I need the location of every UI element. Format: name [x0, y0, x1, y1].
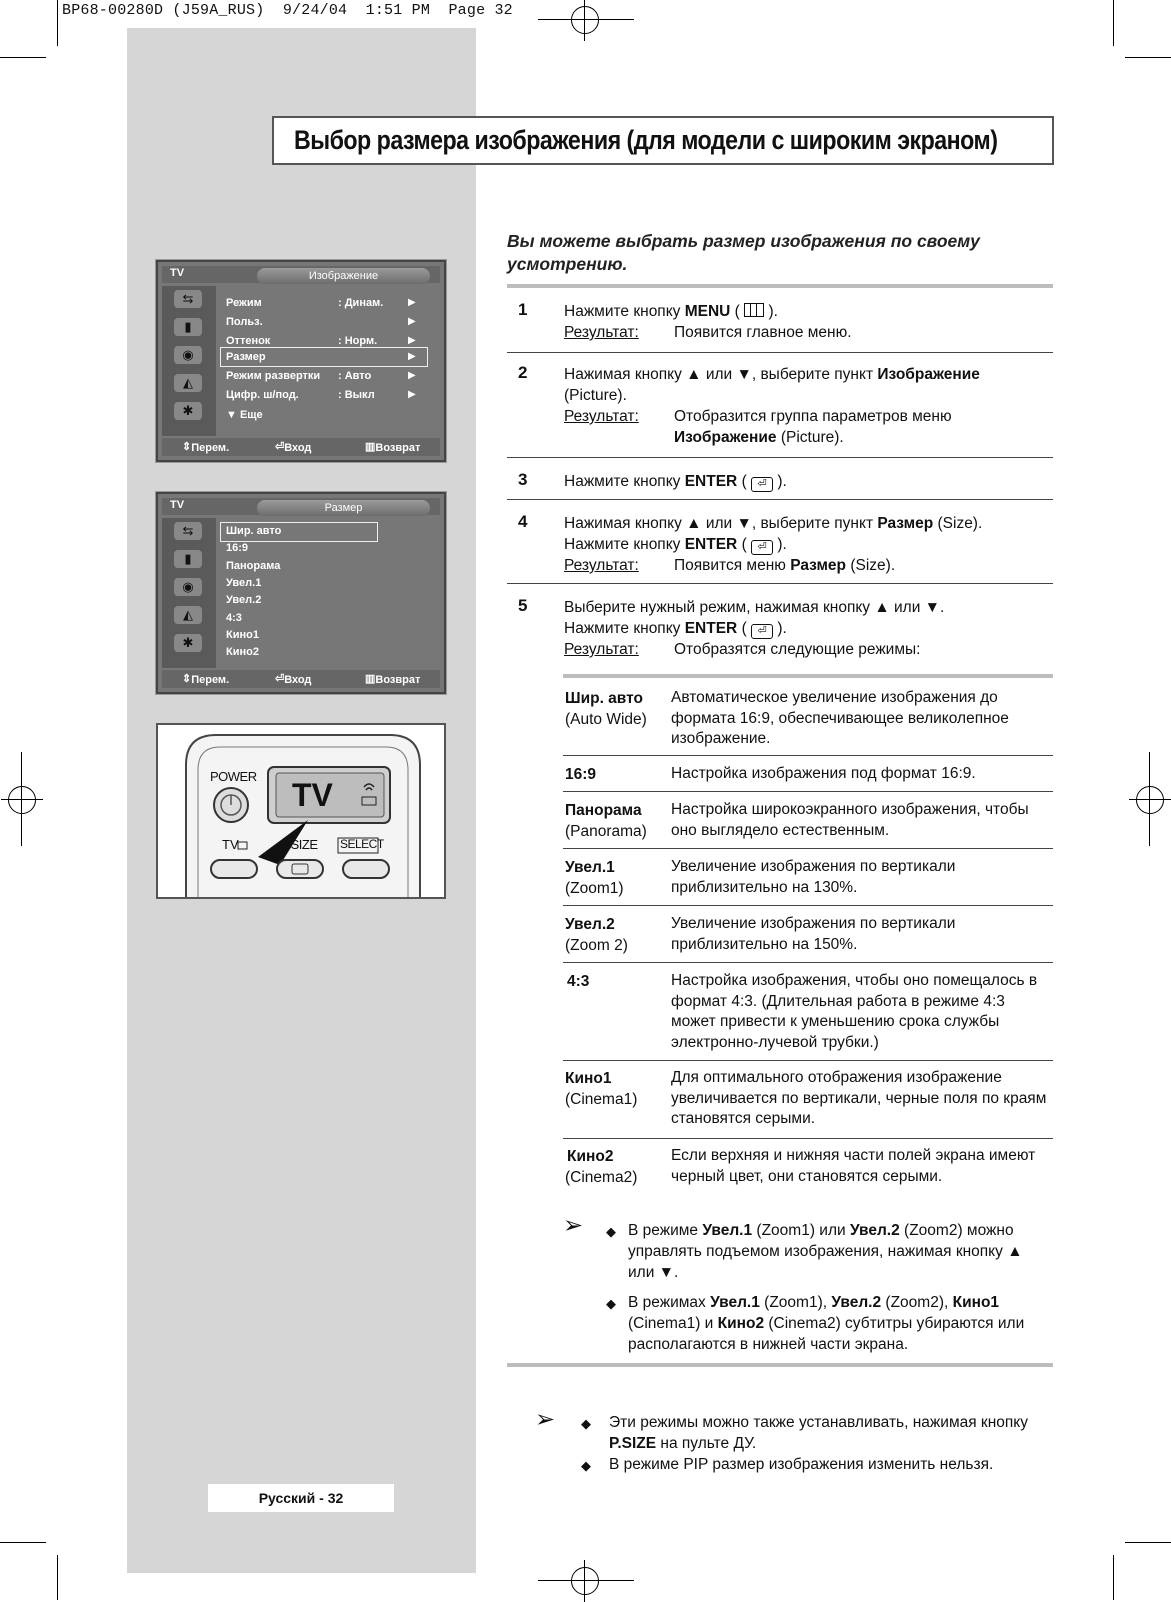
- crop-mark: [1125, 57, 1171, 58]
- step-number: 4: [518, 512, 528, 531]
- picture-icon: ▮: [174, 550, 202, 568]
- note-psize: Эти режимы можно также устанавливать, нажимая кнопку P.SIZE на пульте ДУ.: [609, 1414, 1028, 1452]
- osd-item[interactable]: Увел.2: [226, 594, 262, 606]
- mode-description: Увеличение изображения по вертикали приблизительно на 150%.: [671, 915, 956, 953]
- crop-mark: [1113, 0, 1114, 46]
- diamond-bullet-icon: ◆: [581, 1416, 591, 1431]
- divider: [563, 905, 1053, 906]
- step-5: Выберите нужный режим, нажимая кнопку ▲ или ▼. Нажмите кнопку ENTER ( ⏎ ). Результат: Отобразятся следующие режимы:: [564, 599, 945, 658]
- mode-name: Кино1 (Cinema1): [565, 1070, 638, 1108]
- osd-item-selected[interactable]: Шир. авто: [226, 525, 282, 537]
- divider: [563, 962, 1053, 963]
- crop-mark: [57, 0, 58, 46]
- crop-mark: [0, 57, 46, 58]
- osd-sidebar: [162, 518, 216, 668]
- osd-tv-label: TV: [170, 499, 185, 511]
- mode-name: Кино2 (Cinema2): [565, 1148, 638, 1186]
- osd-item[interactable]: Увел.1: [226, 577, 262, 589]
- intro-text: Вы можете выбрать размер изображения по своему усмотрению.: [507, 231, 980, 274]
- mode-name: Увел.2 (Zoom 2): [565, 916, 628, 954]
- osd-title: Размер: [257, 500, 430, 516]
- page-title: Выбор размера изображения (для модели с широким экраном): [294, 125, 998, 155]
- step-2: Нажимая кнопку ▲ или ▼, выберите пункт Изображение (Picture). Результат: Отобразится группа параметров меню Изображение (Picture).: [564, 366, 980, 446]
- crop-mark: [21, 752, 22, 846]
- step-number: 1: [518, 300, 528, 319]
- step-1: Нажмите кнопку MENU ( ). Результат: Появится главное меню.: [564, 303, 852, 341]
- note-pip: В режиме PIP размер изображения изменить нельзя.: [609, 1456, 994, 1473]
- osd-item-selected[interactable]: Размер: [226, 351, 266, 363]
- osd-title: Изображение: [257, 268, 430, 284]
- osd-item-value: : Норм.: [338, 335, 378, 347]
- enter-icon: ⏎: [751, 540, 773, 555]
- registration-mark: [8, 786, 36, 814]
- channel-icon: ◭: [174, 606, 202, 624]
- setup-icon: ✱: [174, 402, 202, 420]
- osd-item[interactable]: Кино1: [226, 629, 259, 641]
- remote-display-text: TV: [292, 777, 333, 813]
- mode-description: Увеличение изображения по вертикали приблизительно на 130%.: [671, 858, 956, 896]
- sound-icon: ◉: [174, 346, 202, 364]
- mode-name: Панорама (Panorama): [565, 802, 647, 840]
- mode-description: Если верхняя и нижняя части полей экрана имеют черный цвет, они становятся серыми.: [671, 1147, 1036, 1185]
- osd-item[interactable]: Режим развертки: [226, 370, 321, 382]
- registration-mark: [1136, 786, 1164, 814]
- note-zoom: В режиме Увел.1 (Zoom1) или Увел.2 (Zoom2) можно управлять подъемом изображения, нажимая кнопку ▲ или ▼.: [628, 1222, 1023, 1281]
- title-box: [272, 116, 1054, 165]
- osd-item-value: : Выкл: [338, 389, 375, 401]
- crop-mark: [1125, 1542, 1171, 1543]
- mode-name: 16:9: [565, 766, 597, 783]
- select-label: SELECT: [340, 837, 384, 851]
- step-number: 5: [518, 596, 528, 615]
- osd-arrow: ▶: [408, 351, 416, 362]
- sound-icon: ◉: [174, 578, 202, 596]
- osd-back-hint: ▥ Возврат: [365, 441, 421, 454]
- osd-item[interactable]: Панорама: [226, 560, 281, 572]
- enter-icon: ⏎: [751, 624, 773, 639]
- osd-item[interactable]: 16:9: [226, 542, 249, 554]
- divider: [507, 284, 1053, 288]
- osd-back-hint: ▥ Возврат: [365, 673, 421, 686]
- menu-icon: [744, 303, 764, 317]
- osd-enter-hint: ⏎ Вход: [275, 441, 312, 454]
- osd-enter-hint: ⏎ Вход: [275, 673, 312, 686]
- osd-header: [162, 498, 440, 515]
- mode-description: Настройка изображения, чтобы оно помещалось в формат 4:3. (Длительная работа в режиме 4:3 может привести к уменьшению срока службы электронно-лучевой трубки.): [671, 972, 1038, 1051]
- print-header: BP68-00280D (J59A_RUS) 9/24/04 1:51 PM Page 32: [62, 2, 513, 19]
- osd-arrow: ▶: [408, 297, 416, 308]
- osd-arrow: ▶: [408, 370, 416, 381]
- registration-mark: [571, 1567, 599, 1595]
- osd-sidebar: [162, 286, 216, 436]
- divider: [507, 499, 1053, 500]
- crop-mark: [57, 1555, 58, 1600]
- modes-top-rule: [563, 674, 1053, 678]
- divider: [563, 1138, 1053, 1139]
- crop-mark: [538, 1580, 634, 1581]
- step-number: 3: [518, 470, 528, 489]
- crop-mark: [1149, 752, 1150, 846]
- mode-description: Настройка широкоэкранного изображения, чтобы оно выглядело естественным.: [671, 801, 1029, 839]
- divider: [507, 457, 1053, 458]
- diamond-bullet-icon: ◆: [581, 1458, 591, 1473]
- divider: [563, 791, 1053, 792]
- crop-mark: [1113, 1555, 1114, 1600]
- setup-icon: ✱: [174, 634, 202, 652]
- divider: [563, 848, 1053, 849]
- registration-mark: [571, 6, 599, 34]
- note-arrow-icon: ➢: [563, 1212, 584, 1239]
- divider: [507, 1363, 1053, 1367]
- psize-label: P.SIZE: [281, 837, 318, 852]
- osd-arrow: ▶: [408, 335, 416, 346]
- mode-name: Увел.1 (Zoom1): [565, 859, 624, 897]
- step-number: 2: [518, 363, 528, 382]
- osd-item-more[interactable]: ▼ Еще: [226, 409, 263, 421]
- osd-item-value: : Авто: [338, 370, 372, 382]
- divider: [563, 755, 1053, 756]
- crop-mark: [0, 1542, 46, 1543]
- divider: [563, 1060, 1053, 1061]
- osd-size-menu: [156, 492, 446, 694]
- mode-name: 4:3: [567, 973, 590, 990]
- divider: [507, 352, 1053, 353]
- osd-footer: [162, 670, 440, 688]
- mode-description: Для оптимального отображения изображение увеличивается по вертикали, черные поля по краям становятся серыми.: [671, 1069, 1047, 1127]
- osd-move-hint: ⇕ Перем.: [182, 673, 230, 686]
- osd-item[interactable]: Кино2: [226, 646, 259, 658]
- power-label: POWER: [210, 769, 257, 784]
- crop-mark: [538, 19, 634, 20]
- osd-move-hint: ⇕ Перем.: [182, 441, 230, 454]
- enter-icon: ⏎: [751, 477, 773, 492]
- note-arrow-icon: ➢: [535, 1406, 556, 1433]
- osd-item[interactable]: Цифр. ш/под.: [226, 389, 299, 401]
- osd-item[interactable]: Польз.: [226, 316, 263, 328]
- osd-arrow: ▶: [408, 389, 416, 400]
- input-icon: ⇆: [174, 290, 202, 308]
- picture-icon: ▮: [174, 318, 202, 336]
- osd-arrow: ▶: [408, 316, 416, 327]
- step-4: Нажимая кнопку ▲ или ▼, выберите пункт Размер (Size). Нажмите кнопку ENTER ( ⏎ ). Результат: Появится меню Размер (Size).: [564, 515, 983, 574]
- mode-description: Настройка изображения под формат 16:9.: [671, 765, 976, 782]
- step-3: Нажмите кнопку ENTER ( ⏎ ).: [564, 473, 787, 490]
- osd-footer: [162, 438, 440, 456]
- osd-tv-label: TV: [170, 267, 185, 279]
- osd-item[interactable]: 4:3: [226, 612, 242, 624]
- note-subtitles: В режимах Увел.1 (Zoom1), Увел.2 (Zoom2), Кино1 (Cinema1) и Кино2 (Cinema2) субтитры убираются или располагаются в нижней части экрана.: [628, 1294, 1025, 1353]
- input-icon: ⇆: [174, 522, 202, 540]
- diamond-bullet-icon: ◆: [606, 1224, 616, 1239]
- diamond-bullet-icon: ◆: [606, 1296, 616, 1311]
- page-number: Русский - 32: [208, 1484, 394, 1512]
- mode-description: Автоматическое увеличение изображения до формата 16:9, обеспечивающее великолепное изображение.: [671, 689, 1009, 747]
- divider: [507, 583, 1053, 584]
- remote-illustration: [156, 723, 446, 899]
- osd-item[interactable]: Режим: [226, 297, 262, 309]
- osd-picture-menu: [156, 260, 446, 462]
- osd-header: [162, 266, 440, 283]
- osd-item-value: : Динам.: [338, 297, 384, 309]
- channel-icon: ◭: [174, 374, 202, 392]
- mode-name: Шир. авто (Auto Wide): [565, 690, 647, 728]
- remote-tv-label: TV: [222, 837, 239, 852]
- osd-item[interactable]: Оттенок: [226, 335, 271, 347]
